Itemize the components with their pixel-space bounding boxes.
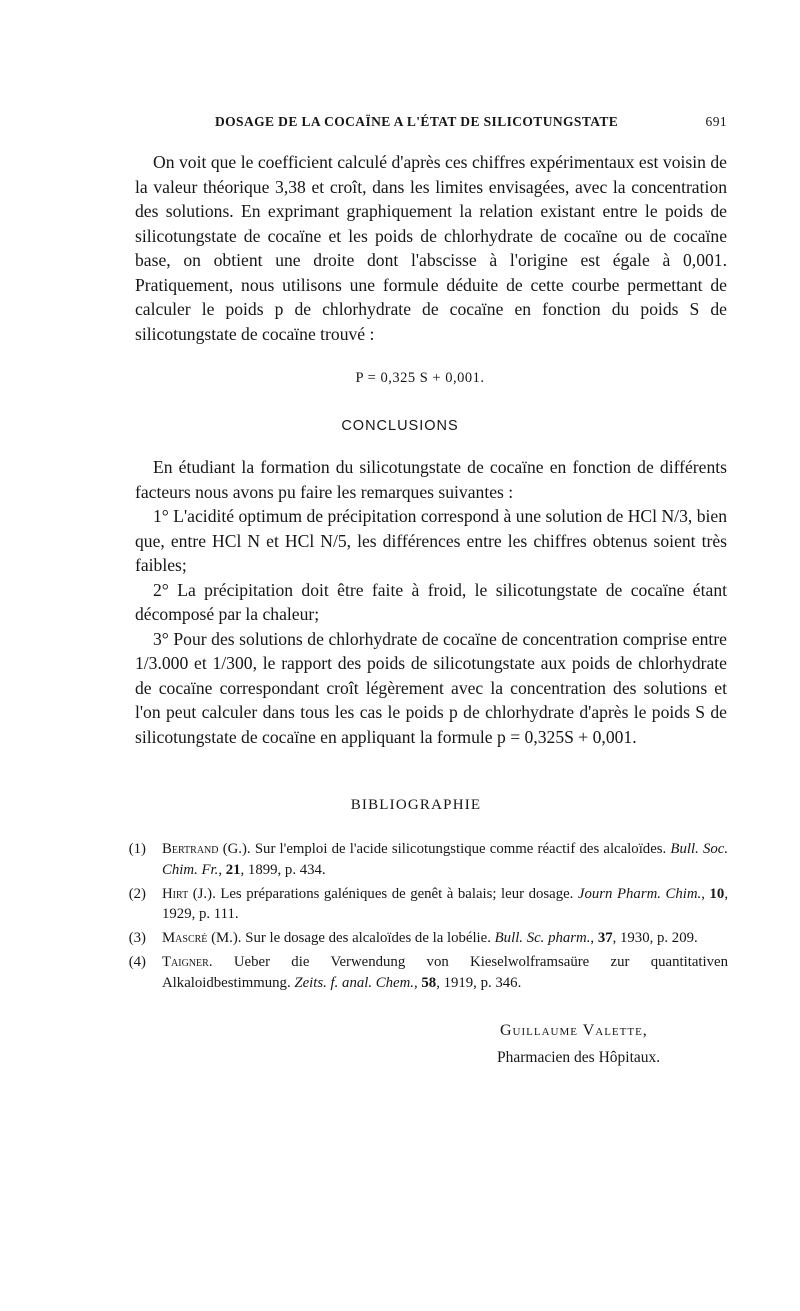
intro-paragraph: On voit que le coefficient calculé d'après ces chiffres expérimentaux est voisin de la valeur théorique 3,38 et croît, dans les limites envisagées, avec la concentration des solutions. En exprimant graphiquement la relation existant entre le poids de silicotungstate de cocaïne et les poids de chlorhydrate de cocaïne ou de cocaïne base, on obtient une droite dont l'abscisse à l'origine est égale à 0,001. Pratiquement, nous utilisons une formule déduite de cette courbe permettant de calculer le poids p de chlorhydrate de cocaïne en fonction du poids S de silicotungstate de cocaïne trouvé : bbox=[135, 152, 727, 344]
reference-journal: Bull. Soc. Chim. Fr. bbox=[162, 841, 729, 878]
reference-text: Ueber die Verwendung von Kieselwolframsaüre zur quantitativen Alkaloidbestimmung. bbox=[162, 953, 728, 991]
reference-author: Taigner bbox=[162, 953, 209, 970]
bibliography-list bbox=[110, 839, 728, 997]
reference-journal: Bull. Sc. pharm. bbox=[494, 930, 591, 947]
reference-initials: (M.). bbox=[211, 930, 242, 947]
signature-role: Pharmacien des Hôpitaux. bbox=[497, 1049, 661, 1066]
reference-volume: 21 bbox=[225, 861, 241, 878]
reference-author: Mascré bbox=[162, 930, 208, 947]
reference-number: (3) bbox=[128, 930, 146, 947]
conclusion-paragraph: En étudiant la formation du silicotungstate de cocaïne en fonction de différents facteurs nous avons pu faire les remarques suivantes : bbox=[135, 457, 727, 502]
reference-journal: Journ Pharm. Chim. bbox=[577, 885, 702, 902]
reference-volume: 37 bbox=[597, 930, 613, 947]
conclusion-paragraph: 2° La précipitation doit être faite à froid, le silicotungstate de cocaïne étant décomposé par la chaleur; bbox=[135, 579, 727, 624]
conclusions-heading: CONCLUSIONS bbox=[341, 418, 459, 434]
conclusion-paragraph: 1° L'acidité optimum de précipitation correspond à une solution de HCl N/3, bien que, entre HCl N et HCl N/5, les différences entre les chiffres obtenus soient très faibles; bbox=[135, 506, 727, 575]
formula: P = 0,325 S + 0,001. bbox=[355, 370, 485, 386]
conclusions-block bbox=[135, 455, 727, 749]
running-header bbox=[137, 114, 727, 136]
reference-item: (4) Taigner. Ueber die Verwendung von Kieselwolframsaüre zur quantitativen Alkaloidbestimmung. Zeits. f. anal. Chem., 58, 1919, p. 346. bbox=[110, 952, 728, 994]
reference-author: Hirt bbox=[162, 885, 189, 902]
reference-item: (2) Hirt (J.). Les préparations galéniques de genêt à balais; leur dosage. Journ Pharm. Chim., 10, 1929, p. 111. bbox=[110, 884, 728, 926]
reference-volume: 58 bbox=[421, 974, 437, 991]
intro-block bbox=[135, 150, 727, 346]
reference-volume: 10 bbox=[709, 885, 725, 902]
reference-item: (3) Mascré (M.). Sur le dosage des alcaloïdes de la lobélie. Bull. Sc. pharm., 37, 1930, p. 209. bbox=[110, 928, 728, 949]
reference-text: Sur le dosage des alcaloïdes de la lobélie. bbox=[245, 930, 491, 947]
reference-journal: Zeits. f. anal. Chem. bbox=[294, 974, 414, 991]
reference-number: (4) bbox=[128, 953, 146, 970]
reference-rest: , 1929, p. 111. bbox=[162, 885, 729, 923]
reference-rest: , 1930, p. 209. bbox=[612, 930, 698, 947]
reference-author: Bertrand bbox=[162, 841, 219, 857]
signature-name: Guillaume Valette, bbox=[500, 1022, 648, 1039]
reference-rest: , 1919, p. 346. bbox=[436, 974, 522, 991]
page-number: 691 bbox=[705, 114, 727, 129]
reference-initials: (J.). bbox=[192, 885, 216, 902]
reference-text: Sur l'emploi de l'acide silicotungstique comme réactif des alcaloïdes. bbox=[254, 841, 667, 857]
reference-text: Les préparations galéniques de genêt à balais; leur dosage. bbox=[220, 885, 574, 902]
reference-item: (1) Bertrand (G.). Sur l'emploi de l'acide silicotungstique comme réactif des alcaloïdes. Bull. Soc. Chim. Fr., 21, 1899, p. 434. bbox=[110, 839, 728, 881]
reference-initials: . bbox=[208, 953, 213, 970]
running-title: DOSAGE DE LA COCAÏNE A L'ÉTAT DE SILICOTUNGSTATE bbox=[215, 114, 619, 129]
bibliography-heading: BIBLIOGRAPHIE bbox=[350, 797, 482, 813]
reference-number: (2) bbox=[128, 885, 146, 902]
reference-rest: , 1899, p. 434. bbox=[240, 861, 326, 878]
conclusion-paragraph: 3° Pour des solutions de chlorhydrate de cocaïne de concentration comprise entre 1/3.000 et 1/300, le rapport des poids de silicotungstate aux poids de chlorhydrate de cocaïne correspondant croît légèrement avec la concentration des solutions et l'on peut calculer dans tous les cas le poids p de chlorhydrate d'après le poids S de silicotungstate de cocaïne en appliquant la formule p = 0,325S + 0,001. bbox=[135, 628, 727, 747]
reference-number: (1) bbox=[128, 841, 146, 857]
reference-initials: (G.). bbox=[222, 841, 251, 857]
